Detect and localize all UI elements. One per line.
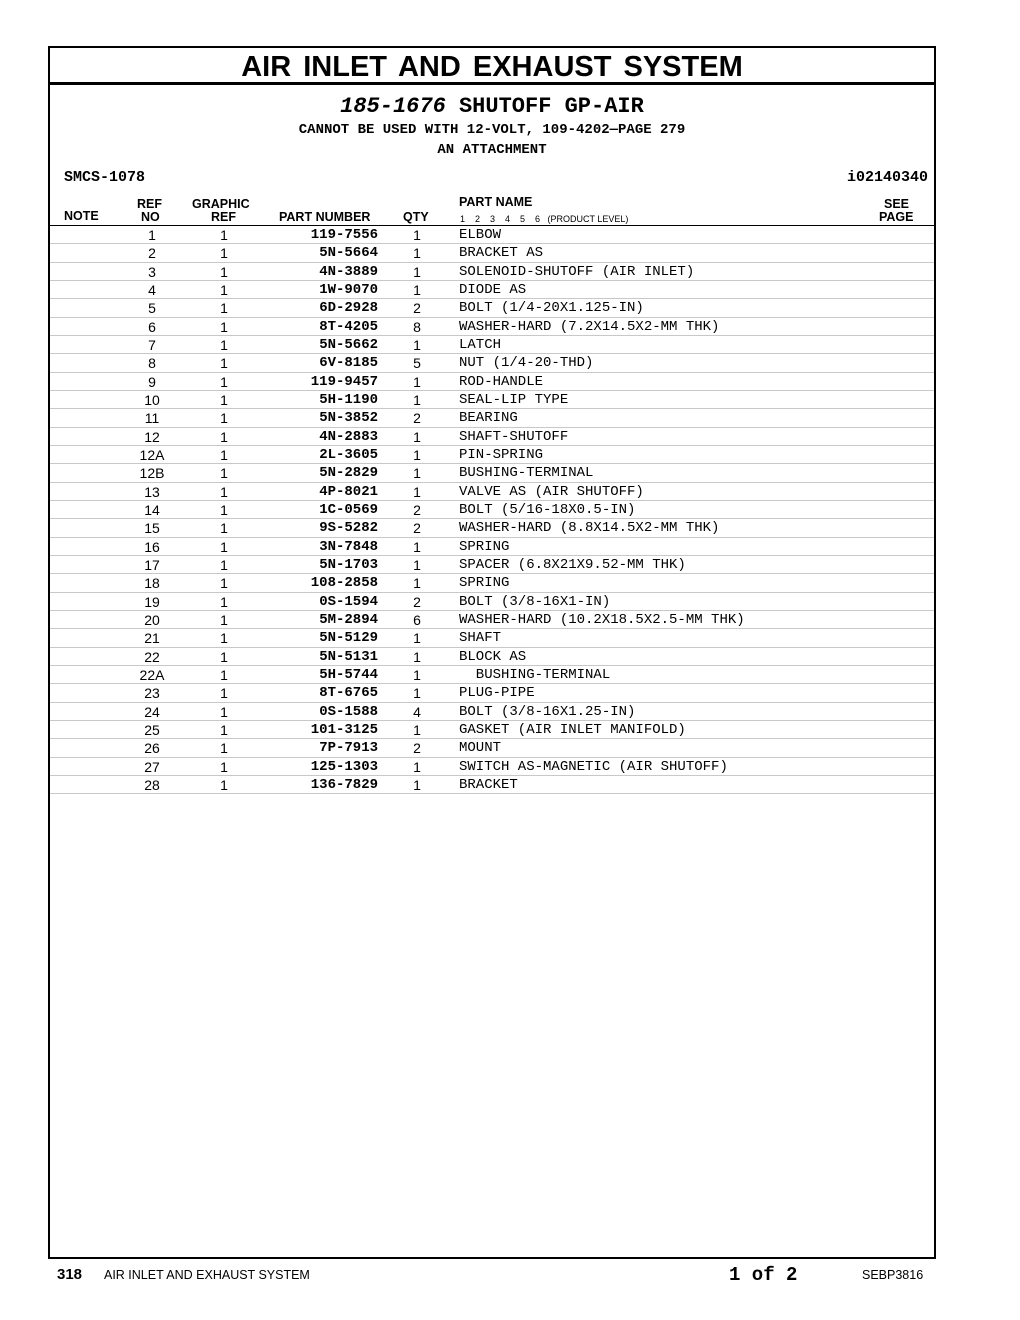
part-name-cell: SPRING — [459, 575, 510, 592]
part-name-cell: PIN-SPRING — [459, 446, 544, 463]
part-name-cell: SHAFT — [459, 630, 502, 647]
header-graphic-bottom: REF — [211, 210, 236, 224]
part-number-cell: 9S-5282 — [319, 520, 378, 537]
table-row — [50, 648, 934, 666]
graphic-ref-cell: 1 — [220, 245, 228, 262]
part-name-cell: BEARING — [459, 410, 518, 427]
table-row — [50, 391, 934, 409]
group-part-number: 185-1676 — [340, 94, 446, 119]
table-row — [50, 464, 934, 482]
header-see-bottom: PAGE — [879, 210, 914, 224]
ref-no-cell: 12 — [144, 428, 160, 445]
part-name-cell: BRACKET AS — [459, 245, 544, 262]
qty-cell: 2 — [413, 410, 421, 427]
qty-cell: 4 — [413, 703, 421, 720]
table-row — [50, 629, 934, 647]
part-name-cell: BOLT (3/8-16X1.25-IN) — [459, 703, 636, 720]
part-number-cell: 5N-3852 — [319, 410, 378, 427]
graphic-ref-cell: 1 — [220, 281, 228, 298]
table-row — [50, 684, 934, 702]
qty-cell: 1 — [413, 721, 421, 738]
part-name-cell: SWITCH AS-MAGNETIC (AIR SHUTOFF) — [459, 758, 728, 775]
part-number-cell: 5N-5662 — [319, 336, 378, 353]
part-name-cell: WASHER-HARD (8.8X14.5X2-MM THK) — [459, 520, 720, 537]
part-number-cell: 6D-2928 — [319, 300, 378, 317]
qty-cell: 1 — [413, 336, 421, 353]
part-name-cell: BUSHING-TERMINAL — [459, 465, 594, 482]
table-row — [50, 373, 934, 391]
ref-no-cell: 16 — [144, 538, 160, 555]
part-name-cell: GASKET (AIR INLET MANIFOLD) — [459, 721, 686, 738]
part-number-cell: 1W-9070 — [319, 281, 378, 298]
part-name-cell: PLUG-PIPE — [459, 685, 535, 702]
qty-cell: 1 — [413, 776, 421, 793]
header-ref-top: REF — [137, 197, 162, 211]
part-name-cell: ELBOW — [459, 227, 502, 243]
header-product-levels: 1 2 3 4 5 6 (PRODUCT LEVEL) — [460, 214, 629, 224]
qty-cell: 1 — [413, 281, 421, 298]
header-graphic-top: GRAPHIC — [192, 197, 250, 211]
qty-cell: 1 — [413, 538, 421, 555]
group-title — [50, 94, 934, 120]
table-row — [50, 519, 934, 537]
part-name-cell: SHAFT-SHUTOFF — [459, 428, 569, 445]
footer-page-of: 1 of 2 — [729, 1264, 798, 1286]
table-row — [50, 666, 934, 684]
graphic-ref-cell: 1 — [220, 336, 228, 353]
part-number-cell: 119-9457 — [310, 373, 378, 390]
part-name-cell: WASHER-HARD (7.2X14.5X2-MM THK) — [459, 318, 720, 335]
graphic-ref-cell: 1 — [220, 355, 228, 372]
table-row — [50, 446, 934, 464]
qty-cell: 1 — [413, 465, 421, 482]
header-ref-bottom: NO — [141, 210, 160, 224]
qty-cell: 2 — [413, 740, 421, 757]
part-number-cell: 4N-3889 — [319, 263, 378, 280]
part-name-cell: ROD-HANDLE — [459, 373, 544, 390]
part-number-cell: 101-3125 — [310, 721, 378, 738]
table-row — [50, 263, 934, 281]
ref-no-cell: 1 — [148, 227, 156, 243]
part-name-cell: DIODE AS — [459, 281, 527, 298]
ref-no-cell: 22 — [144, 648, 160, 665]
graphic-ref-cell: 1 — [220, 391, 228, 408]
part-number-cell: 5N-5664 — [319, 245, 378, 262]
part-name-cell: SOLENOID-SHUTOFF (AIR INLET) — [459, 263, 695, 280]
qty-cell: 1 — [413, 483, 421, 500]
group-name: SHUTOFF GP-AIR — [458, 94, 644, 119]
graphic-ref-cell: 1 — [220, 410, 228, 427]
qty-cell: 8 — [413, 318, 421, 335]
part-number-cell: 6V-8185 — [319, 355, 378, 372]
ref-no-cell: 25 — [144, 721, 160, 738]
table-row — [50, 739, 934, 757]
group-note-line-2: AN ATTACHMENT — [437, 142, 547, 158]
table-row — [50, 354, 934, 372]
qty-cell: 5 — [413, 355, 421, 372]
part-name-cell: SEAL-LIP TYPE — [459, 391, 569, 408]
graphic-ref-cell: 1 — [220, 685, 228, 702]
part-number-cell: 4N-2883 — [319, 428, 378, 445]
ref-no-cell: 9 — [148, 373, 156, 390]
group-note-line-1: CANNOT BE USED WITH 12-VOLT, 109-4202—PAGE 279 — [298, 122, 686, 138]
part-number-cell: 5H-5744 — [319, 666, 378, 683]
ref-no-cell: 4 — [148, 281, 156, 298]
graphic-ref-cell: 1 — [220, 428, 228, 445]
table-row — [50, 299, 934, 317]
qty-cell: 1 — [413, 648, 421, 665]
part-number-cell: 5N-1703 — [319, 556, 378, 573]
ref-no-cell: 27 — [144, 758, 160, 775]
graphic-ref-cell: 1 — [220, 318, 228, 335]
ref-no-cell: 24 — [144, 703, 160, 720]
part-number-cell: 5N-5129 — [319, 630, 378, 647]
part-name-cell: BRACKET — [459, 776, 518, 793]
part-number-cell: 0S-1594 — [319, 593, 378, 610]
part-number-cell: 5N-5131 — [319, 648, 378, 665]
qty-cell: 1 — [413, 391, 421, 408]
part-number-cell: 7P-7913 — [319, 740, 378, 757]
table-row — [50, 501, 934, 519]
ref-no-cell: 17 — [144, 556, 160, 573]
ref-no-cell: 20 — [144, 611, 160, 628]
table-row — [50, 593, 934, 611]
table-row — [50, 318, 934, 336]
qty-cell: 1 — [413, 666, 421, 683]
qty-cell: 1 — [413, 428, 421, 445]
table-row — [50, 574, 934, 592]
ref-no-cell: 5 — [148, 300, 156, 317]
graphic-ref-cell: 1 — [220, 776, 228, 793]
qty-cell: 1 — [413, 630, 421, 647]
part-name-cell: MOUNT — [459, 740, 502, 757]
graphic-ref-cell: 1 — [220, 703, 228, 720]
graphic-ref-cell: 1 — [220, 227, 228, 243]
qty-cell: 1 — [413, 556, 421, 573]
ref-no-cell: 8 — [148, 355, 156, 372]
ref-no-cell: 15 — [144, 520, 160, 537]
part-name-cell: BLOCK AS — [459, 648, 527, 665]
ref-no-cell: 12B — [139, 465, 165, 482]
graphic-ref-cell: 1 — [220, 520, 228, 537]
part-number-cell: 108-2858 — [310, 575, 378, 592]
part-number-cell: 5H-1190 — [319, 391, 378, 408]
part-name-cell: BOLT (5/16-18X0.5-IN) — [459, 501, 636, 518]
illustration-id: i02140340 — [846, 169, 928, 186]
part-number-cell: 2L-3605 — [319, 446, 378, 463]
part-name-cell: LATCH — [459, 336, 502, 353]
ref-no-cell: 22A — [139, 666, 165, 683]
part-name-cell: WASHER-HARD (10.2X18.5X2.5-MM THK) — [459, 611, 745, 628]
qty-cell: 1 — [413, 263, 421, 280]
graphic-ref-cell: 1 — [220, 593, 228, 610]
parts-table-body — [50, 226, 934, 794]
ref-no-cell: 2 — [148, 245, 156, 262]
part-number-cell: 4P-8021 — [319, 483, 378, 500]
part-number-cell: 119-7556 — [310, 227, 378, 243]
table-row — [50, 244, 934, 262]
footer-doc-id: SEBP3816 — [862, 1268, 924, 1282]
ref-no-cell: 14 — [144, 501, 160, 518]
part-name-cell: BOLT (1/4-20X1.125-IN) — [459, 300, 644, 317]
table-row — [50, 776, 934, 794]
qty-cell: 1 — [413, 758, 421, 775]
graphic-ref-cell: 1 — [220, 373, 228, 390]
qty-cell: 2 — [413, 593, 421, 610]
graphic-ref-cell: 1 — [220, 611, 228, 628]
table-row — [50, 556, 934, 574]
graphic-ref-cell: 1 — [220, 666, 228, 683]
graphic-ref-cell: 1 — [220, 648, 228, 665]
ref-no-cell: 6 — [148, 318, 156, 335]
table-row — [50, 483, 934, 501]
ref-no-cell: 23 — [144, 685, 160, 702]
part-name-cell: VALVE AS (AIR SHUTOFF) — [459, 483, 644, 500]
part-name-cell: SPACER (6.8X21X9.52-MM THK) — [459, 556, 686, 573]
part-number-cell: 8T-4205 — [319, 318, 378, 335]
graphic-ref-cell: 1 — [220, 556, 228, 573]
graphic-ref-cell: 1 — [220, 758, 228, 775]
part-number-cell: 125-1303 — [310, 758, 378, 775]
qty-cell: 2 — [413, 300, 421, 317]
graphic-ref-cell: 1 — [220, 501, 228, 518]
ref-no-cell: 28 — [144, 776, 160, 793]
qty-cell: 1 — [413, 446, 421, 463]
ref-no-cell: 19 — [144, 593, 160, 610]
ref-no-cell: 7 — [148, 336, 156, 353]
header-part-name: PART NAME — [459, 195, 533, 209]
qty-cell: 1 — [413, 575, 421, 592]
graphic-ref-cell: 1 — [220, 575, 228, 592]
qty-cell: 1 — [413, 685, 421, 702]
part-number-cell: 8T-6765 — [319, 685, 378, 702]
ref-no-cell: 21 — [144, 630, 160, 647]
part-number-cell: 5N-2829 — [319, 465, 378, 482]
page-footer — [0, 1266, 1020, 1290]
graphic-ref-cell: 1 — [220, 263, 228, 280]
graphic-ref-cell: 1 — [220, 446, 228, 463]
graphic-ref-cell: 1 — [220, 300, 228, 317]
ref-no-cell: 11 — [144, 410, 160, 427]
ref-no-cell: 26 — [144, 740, 160, 757]
header-note: NOTE — [64, 209, 99, 223]
ref-no-cell: 18 — [144, 575, 160, 592]
graphic-ref-cell: 1 — [220, 465, 228, 482]
qty-cell: 1 — [413, 227, 421, 243]
table-header — [50, 192, 934, 226]
table-row — [50, 611, 934, 629]
graphic-ref-cell: 1 — [220, 630, 228, 647]
table-row — [50, 409, 934, 427]
part-name-cell: BUSHING-TERMINAL — [459, 666, 611, 683]
qty-cell: 1 — [413, 245, 421, 262]
graphic-ref-cell: 1 — [220, 538, 228, 555]
qty-cell: 2 — [413, 501, 421, 518]
table-row — [50, 336, 934, 354]
part-number-cell: 136-7829 — [310, 776, 378, 793]
header-see-top: SEE — [884, 197, 910, 211]
part-number-cell: 3N-7848 — [319, 538, 378, 555]
part-name-cell: SPRING — [459, 538, 510, 555]
header-part-number: PART NUMBER — [279, 210, 371, 224]
page-frame — [48, 46, 936, 1259]
ref-no-cell: 13 — [144, 483, 160, 500]
header-qty: QTY — [403, 210, 429, 224]
part-name-cell: NUT (1/4-20-THD) — [459, 355, 594, 372]
part-number-cell: 1C-0569 — [319, 501, 378, 518]
ref-no-cell: 12A — [139, 446, 165, 463]
graphic-ref-cell: 1 — [220, 483, 228, 500]
qty-cell: 6 — [413, 611, 421, 628]
graphic-ref-cell: 1 — [220, 721, 228, 738]
qty-cell: 1 — [413, 373, 421, 390]
table-row — [50, 703, 934, 721]
section-title: AIR INLET AND EXHAUST SYSTEM — [50, 48, 934, 85]
table-row — [50, 428, 934, 446]
table-row — [50, 281, 934, 299]
footer-section-name: AIR INLET AND EXHAUST SYSTEM — [104, 1268, 310, 1282]
table-row — [50, 721, 934, 739]
table-row — [50, 758, 934, 776]
part-number-cell: 0S-1588 — [319, 703, 378, 720]
ref-no-cell: 10 — [144, 391, 160, 408]
smcs-code: SMCS-1078 — [64, 169, 146, 186]
table-row — [50, 226, 934, 244]
part-name-cell: BOLT (3/8-16X1-IN) — [459, 593, 611, 610]
ref-no-cell: 3 — [148, 263, 156, 280]
table-row — [50, 538, 934, 556]
footer-page-number: 318 — [57, 1266, 83, 1283]
graphic-ref-cell: 1 — [220, 740, 228, 757]
part-number-cell: 5M-2894 — [319, 611, 378, 628]
qty-cell: 2 — [413, 520, 421, 537]
